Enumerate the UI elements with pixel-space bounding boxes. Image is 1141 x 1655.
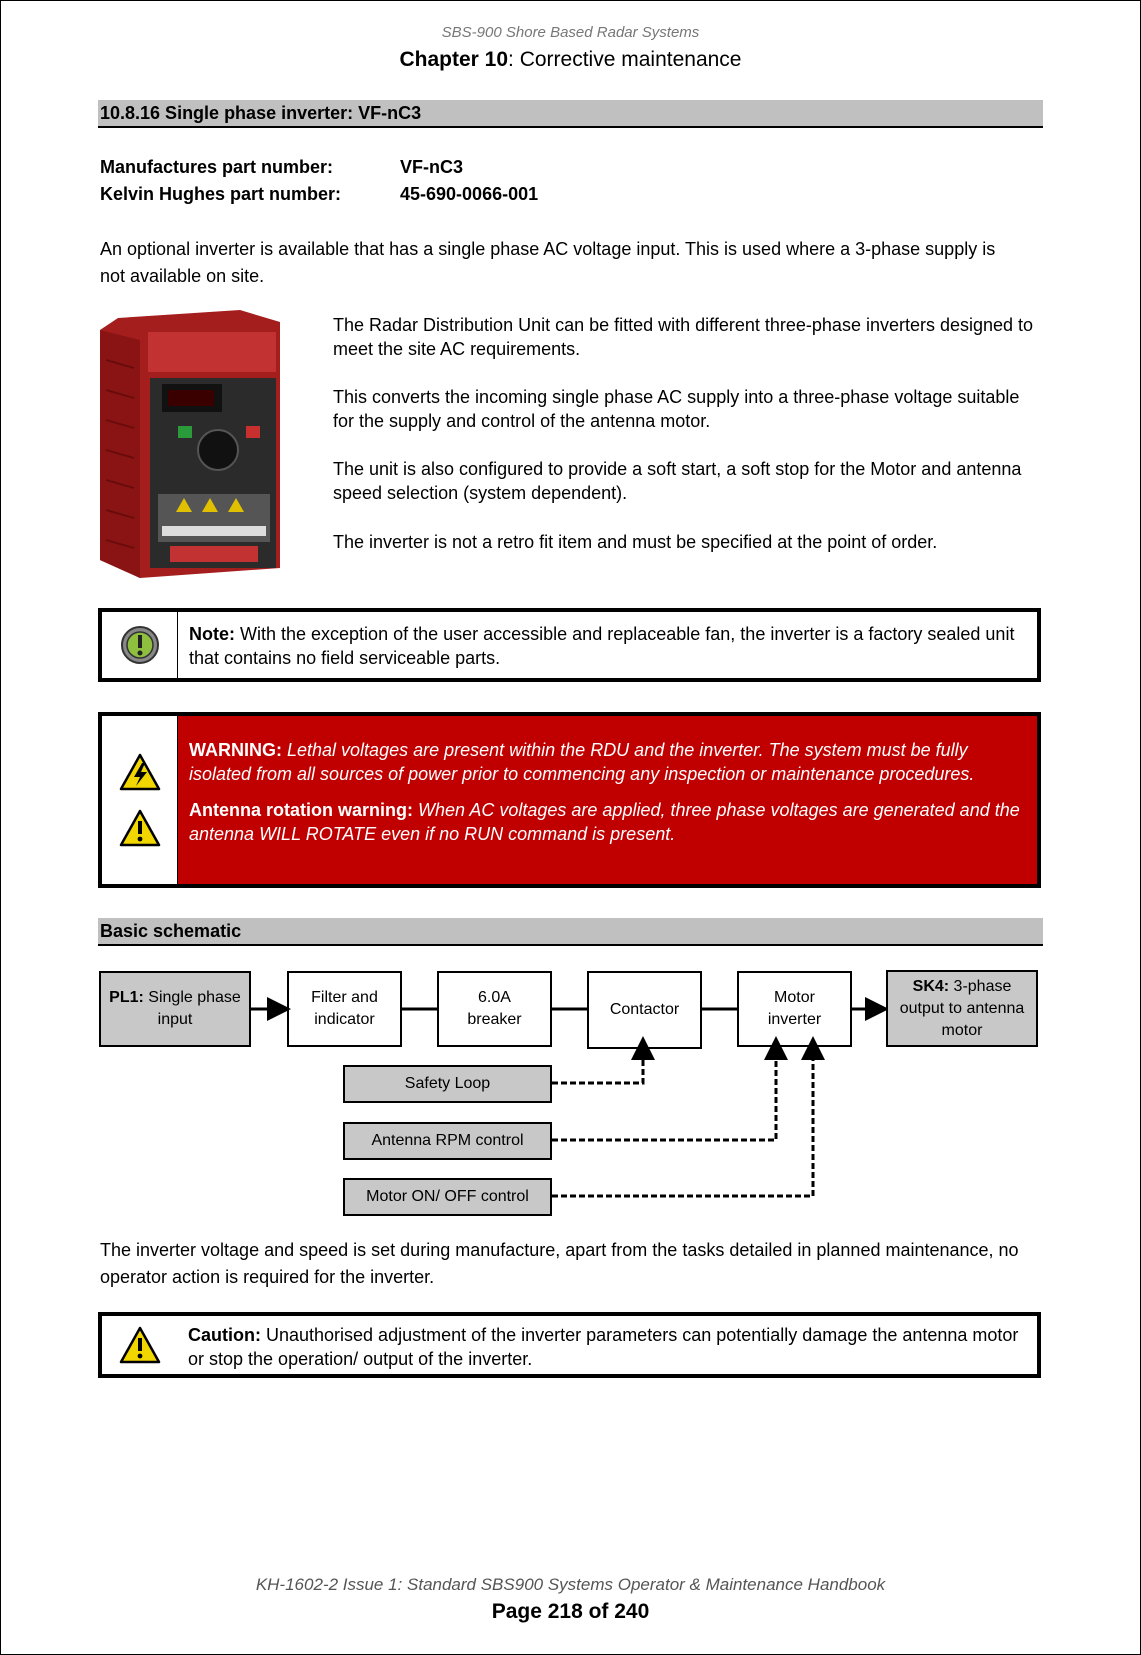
rotation-warning-label: Antenna rotation warning: bbox=[189, 800, 413, 820]
basic-schematic bbox=[0, 955, 1141, 1225]
warning-icon bbox=[119, 809, 161, 847]
pl1-desc: Single phase input bbox=[143, 989, 241, 1028]
filter-indicator-block: Filter and indicator bbox=[287, 971, 402, 1047]
breaker-block: 6.0A breaker bbox=[437, 971, 552, 1047]
part-label: Kelvin Hughes part number: bbox=[100, 184, 342, 204]
caution-icon bbox=[119, 1326, 161, 1364]
inverter-photo bbox=[100, 310, 300, 580]
rotation-warning-paragraph bbox=[189, 798, 1025, 846]
note-icon-cell bbox=[102, 612, 178, 678]
warning-paragraph bbox=[189, 738, 1025, 786]
note-label: Note: bbox=[189, 624, 235, 644]
manufacturer-part-row bbox=[100, 157, 463, 178]
note-text bbox=[178, 612, 1037, 678]
chapter-number: Chapter 10 bbox=[399, 48, 509, 71]
caution-icon-cell bbox=[102, 1316, 177, 1374]
pl1-text bbox=[101, 987, 249, 1031]
footer-page-number: Page 218 of 240 bbox=[491, 1600, 650, 1623]
warning-icon-cell bbox=[102, 716, 178, 884]
kh-part-row bbox=[100, 184, 538, 205]
sk4-output-block bbox=[886, 970, 1038, 1047]
motor-onoff-control-block: Motor ON/ OFF control bbox=[343, 1178, 552, 1216]
schematic-heading: Basic schematic bbox=[98, 918, 1043, 946]
section-heading: 10.8.16 Single phase inverter: VF-nC3 bbox=[98, 100, 1043, 128]
safety-loop-block: Safety Loop bbox=[343, 1065, 552, 1103]
motor-inverter-block: Motor inverter bbox=[737, 971, 852, 1047]
running-header: SBS-900 Shore Based Radar Systems bbox=[441, 24, 700, 41]
chapter-name: : Corrective maintenance bbox=[508, 48, 742, 71]
info-icon bbox=[120, 625, 160, 665]
warning-text bbox=[178, 716, 1037, 884]
antenna-rpm-control-block: Antenna RPM control bbox=[343, 1122, 552, 1160]
intro-paragraph: An optional inverter is available that has a single phase AC voltage input. This is used where a 3-phase supply is not available on site. bbox=[100, 239, 996, 286]
pl1-label: PL1: bbox=[109, 989, 144, 1006]
rotation-warning-body: When AC voltages are applied, three phase voltages are generated and the antenna WILL ROTATE even if no RUN command is present. bbox=[189, 800, 1020, 844]
post-schematic-paragraph: The inverter voltage and speed is set during manufacture, apart from the tasks detailed in planned maintenance, no operator action is required for the inverter. bbox=[100, 1240, 1019, 1287]
footer-document-id: KH-1602-2 Issue 1: Standard SBS900 Systems Operator & Maintenance Handbook bbox=[255, 1575, 886, 1594]
description-para-2: This converts the incoming single phase AC supply into a three-phase voltage suitable for the supply and control of the antenna motor. bbox=[333, 387, 1020, 431]
sk4-label: SK4: bbox=[912, 977, 950, 995]
sk4-text bbox=[888, 976, 1036, 1042]
sk4-desc: 3-phase output to antenna motor bbox=[899, 977, 1025, 1039]
warning-box bbox=[98, 712, 1041, 888]
contactor-block: Contactor bbox=[587, 971, 702, 1049]
part-value: 45-690-0066-001 bbox=[400, 184, 539, 204]
part-label: Manufactures part number: bbox=[100, 157, 334, 177]
caution-box bbox=[98, 1312, 1041, 1378]
electrical-hazard-icon bbox=[119, 753, 161, 791]
chapter-title bbox=[0, 48, 1141, 72]
note-box bbox=[98, 608, 1041, 682]
caution-body: Unauthorised adjustment of the inverter parameters can potentially damage the antenna motor or stop the operation/ output of the inverter. bbox=[188, 1325, 1019, 1369]
description-para-3: The unit is also configured to provide a soft start, a soft stop for the Motor and antenna speed selection (system dependent). bbox=[333, 459, 1022, 503]
part-value: VF-nC3 bbox=[400, 157, 463, 177]
description-para-1: The Radar Distribution Unit can be fitted with different three-phase inverters designed to meet the site AC requirements. bbox=[333, 315, 1034, 359]
note-body: With the exception of the user accessible and replaceable fan, the inverter is a factory sealed unit that contains no field serviceable parts. bbox=[189, 624, 1015, 668]
caution-text bbox=[177, 1316, 1037, 1374]
description-para-4: The inverter is not a retro fit item and must be specified at the point of order. bbox=[333, 532, 938, 552]
warning-label: WARNING: bbox=[189, 740, 282, 760]
warning-body: Lethal voltages are present within the RDU and the inverter. The system must be fully isolated from all sources of power prior to commencing any inspection or maintenance procedures. bbox=[189, 740, 975, 784]
caution-label: Caution: bbox=[188, 1325, 261, 1345]
pl1-single-phase-input bbox=[99, 971, 251, 1047]
